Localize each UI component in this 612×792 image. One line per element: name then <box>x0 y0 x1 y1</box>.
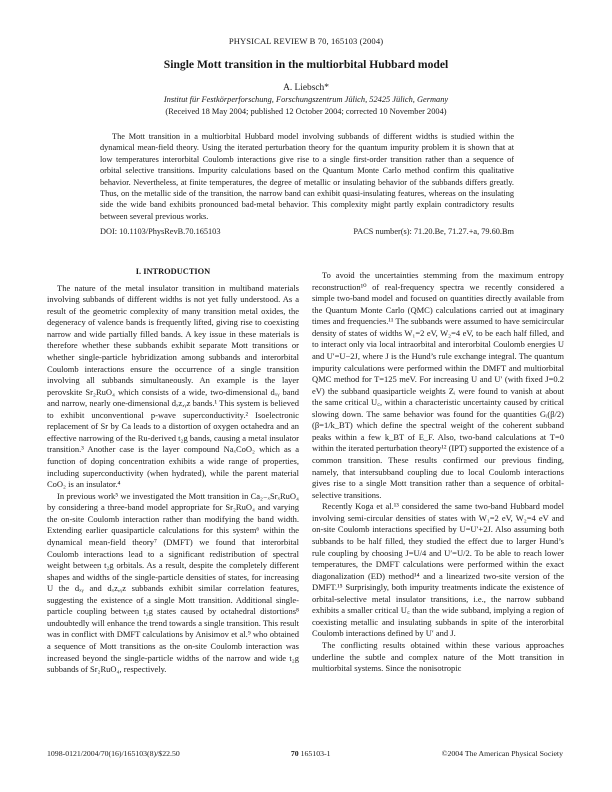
paragraph: Recently Koga et al.¹³ considered the same two-band Hubbard model involving semi-circular densities of states with W₁=2 eV, W₂=4 eV and on-site Coulomb interactions specified by U=U′+2J. Also assuming both subbands to be half filled, they studied the effect due to larger Hund’s rule coupling by choosing J=U/4 and U′=U/2. To be able to reach lower temperatures, the DMFT calculations were performed within the exact diagonalization (ED) method¹⁴ and a linearized two-site version of the DMFT.¹⁵ Surprisingly, both impurity treatments indicate the existence of orbital-selective metal insulator transitions, i.e., the narrow subband exhibits a smaller critical U꜀ than the wide subband, implying a region of coexisting metallic and insulating subbands in spite of the interorbital Coulomb interactions defined by U′ and J. <box>312 501 564 639</box>
footer-volume: 70 <box>290 749 299 758</box>
footer-copyright: ©2004 The American Physical Society <box>441 749 563 758</box>
doi[interactable]: DOI: 10.1103/PhysRevB.70.165103 <box>100 227 221 236</box>
publication-dates: (Received 18 May 2004; published 12 October 2004; corrected 10 November 2004) <box>165 107 447 116</box>
abstract: The Mott transition in a multiorbital Hubbard model involving subbands of different widths is studied within the dynamical mean-field theory. Using the iterated perturbation theory for the quantum impurity problem it is shown that at low temperatures interorbital Coulomb interactions give rise to a single first-order transition rather than a sequence of orbital selective transitions. Impurity calculations based on the Quantum Monte Carlo method confirm this qualitative behavior. Nevertheless, at finite temperatures, the degree of metallic or insulating behavior of the subbands differs greatly. Thus, on the metallic side of the transition, the narrow band can exhibit quasi-insulating features, whereas on the insulating side the wide band exhibits pronounced bad-metal behavior. This complexity might partly explain contradictory results between several previous works. <box>100 132 514 221</box>
paragraph: To avoid the uncertainties stemming from the maximum entropy reconstruction¹⁰ of real-frequency spectra we recently considered a simple two-band model and focused on quantities directly available from the Quantum Monte Carlo (QMC) calculations carried out at imaginary times and frequencies.¹¹ The subbands were assumed to have semicircular density of states of widths W₁=2 eV, W₂=4 eV, to be each half filled, and to interact only via local intraorbital and interorbital Coulomb energies U and U′=U−2J, where J is the Hund’s rule exchange integral. The quantum impurity calculations were performed within the DMFT and multiorbital QMC method for T=125 meV. For increasing U and U′ (with fixed J=0.2 eV) the subband quasiparticle weights Zᵢ were found to vanish at about the same critical U꜀, within a characteristic uncertainty caused by critical slowing down. The same behavior was found for the quantities Gᵢ(β/2) (β=1/k_BT) which define the spectral weight of the coherent subband peaks within a few k_BT of E_F. Also, two-band calculations at T=0 within the iterated perturbation theory¹² (IPT) supported the existence of a common transition. These results confirmed our previous finding, namely, that intersubband coupling due to local Coulomb interactions gives rise to a single Mott transition rather than a sequence of orbital-selective transitions. <box>312 270 564 500</box>
section-heading-introduction: I. INTRODUCTION <box>135 267 211 276</box>
footer-page-number <box>291 749 331 758</box>
affiliation: Institut für Festkörperforschung, Forschungszentrum Jülich, 52425 Jülich, Germany <box>163 95 449 104</box>
footer-issn: 1098-0121/2004/70(16)/165103(8)/$22.50 <box>47 749 180 758</box>
right-column <box>312 270 564 675</box>
author: A. Liebsch* <box>283 83 329 93</box>
paragraph: The nature of the metal insulator transition in multiband materials involving subbands of different widths is not yet fully understood. As a result of the geometric complexity of many transition metal oxides, the degeneracy of valence bands is frequently lifted, giving rise to coexisting narrow and wide partially filled bands. A key issue in these materials is therefore whether these subbands exhibit separate Mott transitions or whether single-particle hybridization among subbands and interorbital Coulomb interactions ensure the occurrence of a single transition involving all subbands simultaneously. An example is the layer perovskite Sr₂RuO₄ which consists of a wide, two-dimensional dₓᵧ band and narrow, nearly one-dimensional dₓz,ᵧz bands.¹ This system is believed to exhibit unconventional p-wave superconductivity.² Isoelectronic replacement of Sr by Ca leads to a distortion of oxygen octahedra and an effective narrowing of the Ru-derived t₂g bands, causing a metal insulator transition.³ Another case is the layer compound NaₓCoO₂ which as a function of doping concentration exhibits a wide range of properties, including superconductivity (when hydrated), while the parent material CoO₂ is an insulator.⁴ <box>47 282 299 490</box>
page-footer <box>47 749 563 758</box>
journal-header: PHYSICAL REVIEW B 70, 165103 (2004) <box>228 36 384 46</box>
footer-page: 165103-1 <box>300 749 331 758</box>
article-meta <box>100 227 514 236</box>
left-column <box>47 266 299 676</box>
paragraph: In previous work⁵ we investigated the Mott transition in Ca₂₋ₓSrₓRuO₄ by considering a three-band model appropriate for Sr₂RuO₄ and varying the on-site Coulomb interaction rather than modifying the band width. Extending earlier quasiparticle calculations for this system⁶ within the dynamical mean-field theory⁷ (DMFT) we found that interorbital Coulomb interactions lead to a significant redistribution of spectral weight between t₂g orbitals. As a result, despite the completely different shapes and widths of the single-particle densities of states, for increasing U the dₓᵧ and dₓz,ᵧz subbands exhibit similar correlation features, suggesting the existence of a single Mott transition. Additional single-particle coupling between t₂g states caused by octahedral distortions⁸ undoubtedly will enhance the trend towards a single transition. This result was in conflict with DMFT calculations by Anisimov et al.⁹ who obtained a sequence of Mott transitions as the on-site Coulomb interaction was increased beyond the single-particle widths of the narrow and wide t₂g subbands of Sr₂RuO₄, respectively. <box>47 490 299 675</box>
pacs-numbers: PACS number(s): 71.20.Be, 71.27.+a, 79.60.Bm <box>353 227 514 236</box>
paragraph: The conflicting results obtained within these various approaches underline the subtle and complex nature of the Mott transition in multiorbital systems. Since the nonisotropic <box>312 640 564 674</box>
paper-title: Single Mott transition in the multiorbital Hubbard model <box>163 58 449 71</box>
